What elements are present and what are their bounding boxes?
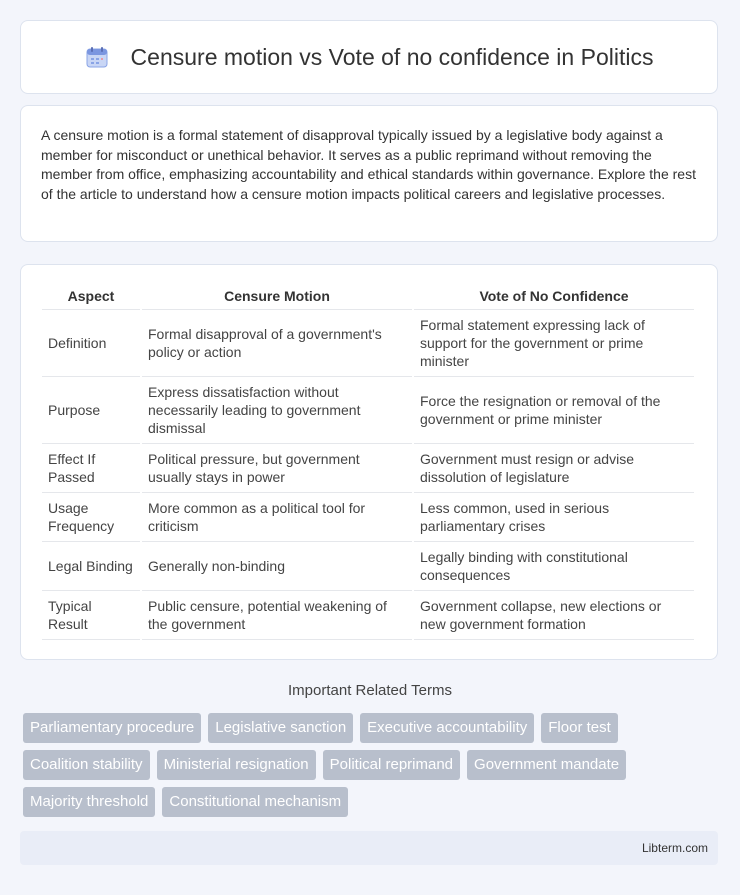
- related-term-tag[interactable]: Parliamentary procedure: [23, 713, 201, 743]
- related-term-tag[interactable]: Political reprimand: [323, 750, 460, 780]
- related-term-tag[interactable]: Coalition stability: [23, 750, 150, 780]
- related-terms-list: [23, 713, 723, 817]
- cell-aspect: Effect If Passed: [42, 444, 140, 493]
- cell-aspect: Legal Binding: [42, 542, 140, 591]
- footer: [20, 831, 718, 865]
- cell-vnc: Government collapse, new elections or new government formation: [414, 591, 694, 640]
- table-header-row: [42, 283, 694, 310]
- cell-censure: Public censure, potential weakening of the government: [142, 591, 412, 640]
- cell-censure: Generally non-binding: [142, 542, 412, 591]
- cell-vnc: Force the resignation or removal of the government or prime minister: [414, 377, 694, 444]
- table-row: [42, 377, 694, 444]
- related-term-tag[interactable]: Legislative sanction: [208, 713, 353, 743]
- related-term-tag[interactable]: Executive accountability: [360, 713, 534, 743]
- cell-aspect: Usage Frequency: [42, 493, 140, 542]
- header-vote-of-no-confidence: Vote of No Confidence: [414, 283, 694, 310]
- intro-paragraph: A censure motion is a formal statement of disapproval typically issued by a legislative body against a member for misconduct or unethical behavior. It serves as a public reprimand without removing the member from office, emphasizing accountability and ethical standards within governance. Explore the rest of the article to understand how a censure motion impacts political careers and legislative processes.: [41, 127, 696, 202]
- cell-aspect: Typical Result: [42, 591, 140, 640]
- cell-vnc: Formal statement expressing lack of support for the government or prime minister: [414, 310, 694, 377]
- table-row: [42, 310, 694, 377]
- footer-site-link[interactable]: Libterm.com: [641, 841, 708, 855]
- related-term-tag[interactable]: Ministerial resignation: [157, 750, 316, 780]
- cell-censure: Political pressure, but government usually stays in power: [142, 444, 412, 493]
- header-aspect: Aspect: [42, 283, 140, 310]
- cell-vnc: Government must resign or advise dissolution of legislature: [414, 444, 694, 493]
- header-censure-motion: Censure Motion: [142, 283, 412, 310]
- table-row: [42, 444, 694, 493]
- related-terms-title: Important Related Terms: [288, 682, 452, 699]
- cell-censure: Express dissatisfaction without necessarily leading to government dismissal: [142, 377, 412, 444]
- table-row: [42, 542, 694, 591]
- title-card: [20, 20, 718, 94]
- calendar-icon: [85, 45, 109, 69]
- cell-vnc: Less common, used in serious parliamentary crises: [414, 493, 694, 542]
- table-row: [42, 493, 694, 542]
- cell-vnc: Legally binding with constitutional consequences: [414, 542, 694, 591]
- comparison-table: [40, 283, 696, 640]
- related-term-tag[interactable]: Government mandate: [467, 750, 626, 780]
- table-row: [42, 591, 694, 640]
- related-term-tag[interactable]: Floor test: [541, 713, 618, 743]
- comparison-card: [20, 264, 718, 660]
- related-term-tag[interactable]: Majority threshold: [23, 787, 155, 817]
- cell-censure: Formal disapproval of a government's policy or action: [142, 310, 412, 377]
- page-title: Censure motion vs Vote of no confidence in Politics: [130, 43, 654, 70]
- cell-aspect: Definition: [42, 310, 140, 377]
- cell-censure: More common as a political tool for criticism: [142, 493, 412, 542]
- intro-card: [20, 105, 718, 242]
- cell-aspect: Purpose: [42, 377, 140, 444]
- related-term-tag[interactable]: Constitutional mechanism: [162, 787, 348, 817]
